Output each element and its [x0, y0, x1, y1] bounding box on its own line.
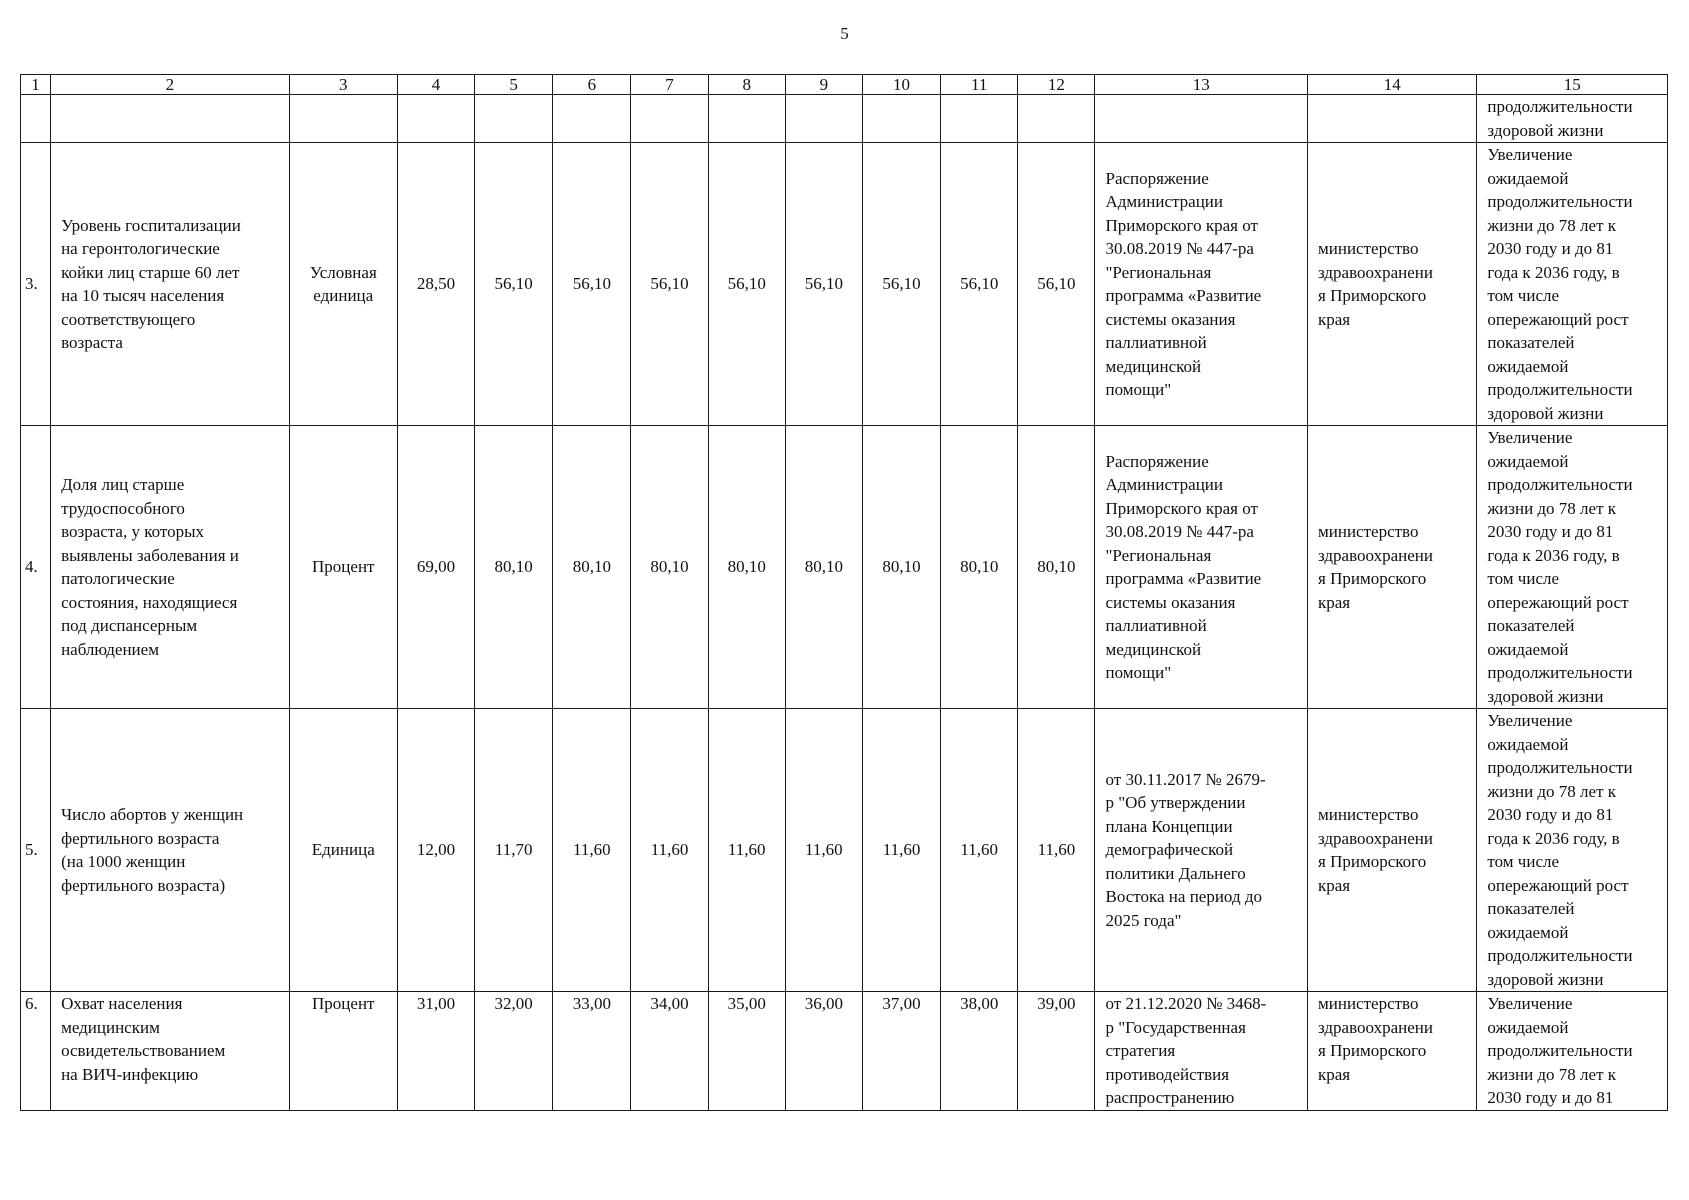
value-cell: 31,00	[397, 992, 474, 1111]
value-cell: 80,10	[1018, 426, 1095, 709]
value-cell: 56,10	[553, 143, 631, 426]
regulation-cell	[1095, 709, 1308, 992]
empty-cell	[397, 95, 474, 143]
unit-cell	[289, 992, 397, 1111]
page-number: 5	[840, 24, 849, 43]
responsible-text: министерство здравоохранени я Приморского края	[1318, 239, 1433, 329]
value-cell: 39,00	[1018, 992, 1095, 1111]
indicator-cell	[51, 992, 290, 1111]
value-cell: 56,10	[475, 143, 553, 426]
responsible-cell	[1308, 709, 1477, 992]
empty-cell	[941, 95, 1018, 143]
empty-cell	[289, 95, 397, 143]
value-cell: 28,50	[397, 143, 474, 426]
row-number: 6.	[21, 992, 51, 1111]
responsible-text: министерство здравоохранени я Приморского края	[1318, 805, 1433, 895]
value-cell: 80,10	[862, 426, 940, 709]
value-cell: 56,10	[708, 143, 785, 426]
empty-cell	[21, 95, 51, 143]
result-cell	[1477, 709, 1668, 992]
responsible-text: министерство здравоохранени я Приморского края	[1318, 994, 1433, 1084]
result-text: Увеличение ожидаемой продолжительности жизни до 78 лет к 2030 году и до 81 года к 2036 году, в том числе опережающий рост показателей ожидаемой продолжительности здоровой жизни	[1487, 145, 1633, 423]
value-cell: 37,00	[862, 992, 940, 1111]
column-number: 3	[289, 75, 397, 95]
column-number-row	[21, 75, 1668, 95]
indicator-cell	[51, 426, 290, 709]
column-number: 2	[51, 75, 290, 95]
empty-cell	[862, 95, 940, 143]
result-text: продолжительности здоровой жизни	[1487, 97, 1633, 140]
empty-cell	[51, 95, 290, 143]
indicator-text: Уровень госпитализации на геронтологические койки лиц старше 60 лет на 10 тысяч населения соответствующего возраста	[61, 215, 241, 352]
continuation-row	[21, 95, 1668, 143]
empty-cell	[785, 95, 862, 143]
indicators-table	[20, 74, 1668, 1111]
responsible-cell	[1308, 426, 1477, 709]
unit-cell	[289, 143, 397, 426]
empty-cell	[1308, 95, 1477, 143]
unit-text: Процент	[312, 994, 375, 1013]
regulation-cell	[1095, 992, 1308, 1111]
indicator-text: Охват населения медицинским освидетельствованием на ВИЧ-инфекцию	[61, 994, 226, 1084]
responsible-text: министерство здравоохранени я Приморского края	[1318, 522, 1433, 612]
value-cell: 80,10	[475, 426, 553, 709]
result-cell	[1477, 143, 1668, 426]
table-row	[21, 709, 1668, 992]
table-row	[21, 143, 1668, 426]
responsible-cell	[1308, 992, 1477, 1111]
unit-cell	[289, 426, 397, 709]
regulation-text: от 30.11.2017 № 2679- р "Об утверждении плана Концепции демографической политики Дальнего Востока на период до 2025 года"	[1105, 769, 1266, 930]
empty-cell	[553, 95, 631, 143]
value-cell: 11,60	[941, 709, 1018, 992]
value-cell: 11,60	[631, 709, 708, 992]
value-cell: 80,10	[785, 426, 862, 709]
result-cell	[1477, 426, 1668, 709]
value-cell: 11,60	[862, 709, 940, 992]
value-cell: 56,10	[1018, 143, 1095, 426]
empty-cell	[708, 95, 785, 143]
regulation-text: Распоряжение Администрации Приморского края от 30.08.2019 № 447-ра "Региональная программа «Развитие системы оказания паллиативной медицинской помощи"	[1105, 451, 1262, 682]
column-number: 1	[21, 75, 51, 95]
column-number: 11	[941, 75, 1018, 95]
value-cell: 12,00	[397, 709, 474, 992]
unit-cell	[289, 709, 397, 992]
empty-cell	[1095, 95, 1308, 143]
value-cell: 56,10	[785, 143, 862, 426]
value-cell: 56,10	[862, 143, 940, 426]
empty-cell	[475, 95, 553, 143]
value-cell: 80,10	[941, 426, 1018, 709]
indicator-text: Число абортов у женщин фертильного возраста (на 1000 женщин фертильного возраста)	[61, 805, 244, 895]
column-number: 8	[708, 75, 785, 95]
column-number: 12	[1018, 75, 1095, 95]
value-cell: 11,70	[475, 709, 553, 992]
value-cell: 34,00	[631, 992, 708, 1111]
responsible-cell	[1308, 143, 1477, 426]
column-number: 9	[785, 75, 862, 95]
regulation-text: Распоряжение Администрации Приморского края от 30.08.2019 № 447-ра "Региональная программа «Развитие системы оказания паллиативной медицинской помощи"	[1105, 168, 1262, 399]
value-cell: 36,00	[785, 992, 862, 1111]
column-number: 13	[1095, 75, 1308, 95]
column-number: 4	[397, 75, 474, 95]
value-cell: 11,60	[708, 709, 785, 992]
table-row	[21, 992, 1668, 1111]
column-number: 10	[862, 75, 940, 95]
regulation-cell	[1095, 143, 1308, 426]
result-text: Увеличение ожидаемой продолжительности жизни до 78 лет к 2030 году и до 81	[1487, 994, 1633, 1107]
value-cell: 11,60	[785, 709, 862, 992]
unit-text: Условная единица	[309, 262, 377, 305]
row-number: 3.	[21, 143, 51, 426]
indicator-text: Доля лиц старше трудоспособного возраста, у которых выявлены заболевания и патологические состояния, находящиеся под диспансерным наблюдением	[61, 475, 239, 659]
unit-text: Процент	[312, 557, 375, 577]
value-cell: 80,10	[631, 426, 708, 709]
indicator-cell	[51, 143, 290, 426]
indicator-cell	[51, 709, 290, 992]
regulation-text: от 21.12.2020 № 3468- р "Государственная стратегия противодействия распространению	[1105, 994, 1267, 1107]
unit-text: Единица	[311, 840, 375, 860]
value-cell: 69,00	[397, 426, 474, 709]
result-text: Увеличение ожидаемой продолжительности жизни до 78 лет к 2030 году и до 81 года к 2036 году, в том числе опережающий рост показателей ожидаемой продолжительности здоровой жизни	[1487, 711, 1633, 989]
column-number: 14	[1308, 75, 1477, 95]
column-number: 7	[631, 75, 708, 95]
empty-cell	[1018, 95, 1095, 143]
regulation-cell	[1095, 426, 1308, 709]
value-cell: 33,00	[553, 992, 631, 1111]
value-cell: 11,60	[553, 709, 631, 992]
result-cell	[1477, 95, 1668, 143]
value-cell: 32,00	[475, 992, 553, 1111]
empty-cell	[631, 95, 708, 143]
value-cell: 80,10	[553, 426, 631, 709]
result-text: Увеличение ожидаемой продолжительности жизни до 78 лет к 2030 году и до 81 года к 2036 году, в том числе опережающий рост показателей ожидаемой продолжительности здоровой жизни	[1487, 428, 1633, 706]
value-cell: 56,10	[631, 143, 708, 426]
column-number: 6	[553, 75, 631, 95]
row-number: 4.	[21, 426, 51, 709]
column-number: 5	[475, 75, 553, 95]
value-cell: 56,10	[941, 143, 1018, 426]
result-cell	[1477, 992, 1668, 1111]
value-cell: 38,00	[941, 992, 1018, 1111]
row-number: 5.	[21, 709, 51, 992]
column-number: 15	[1477, 75, 1668, 95]
value-cell: 80,10	[708, 426, 785, 709]
value-cell: 11,60	[1018, 709, 1095, 992]
value-cell: 35,00	[708, 992, 785, 1111]
table-row	[21, 426, 1668, 709]
